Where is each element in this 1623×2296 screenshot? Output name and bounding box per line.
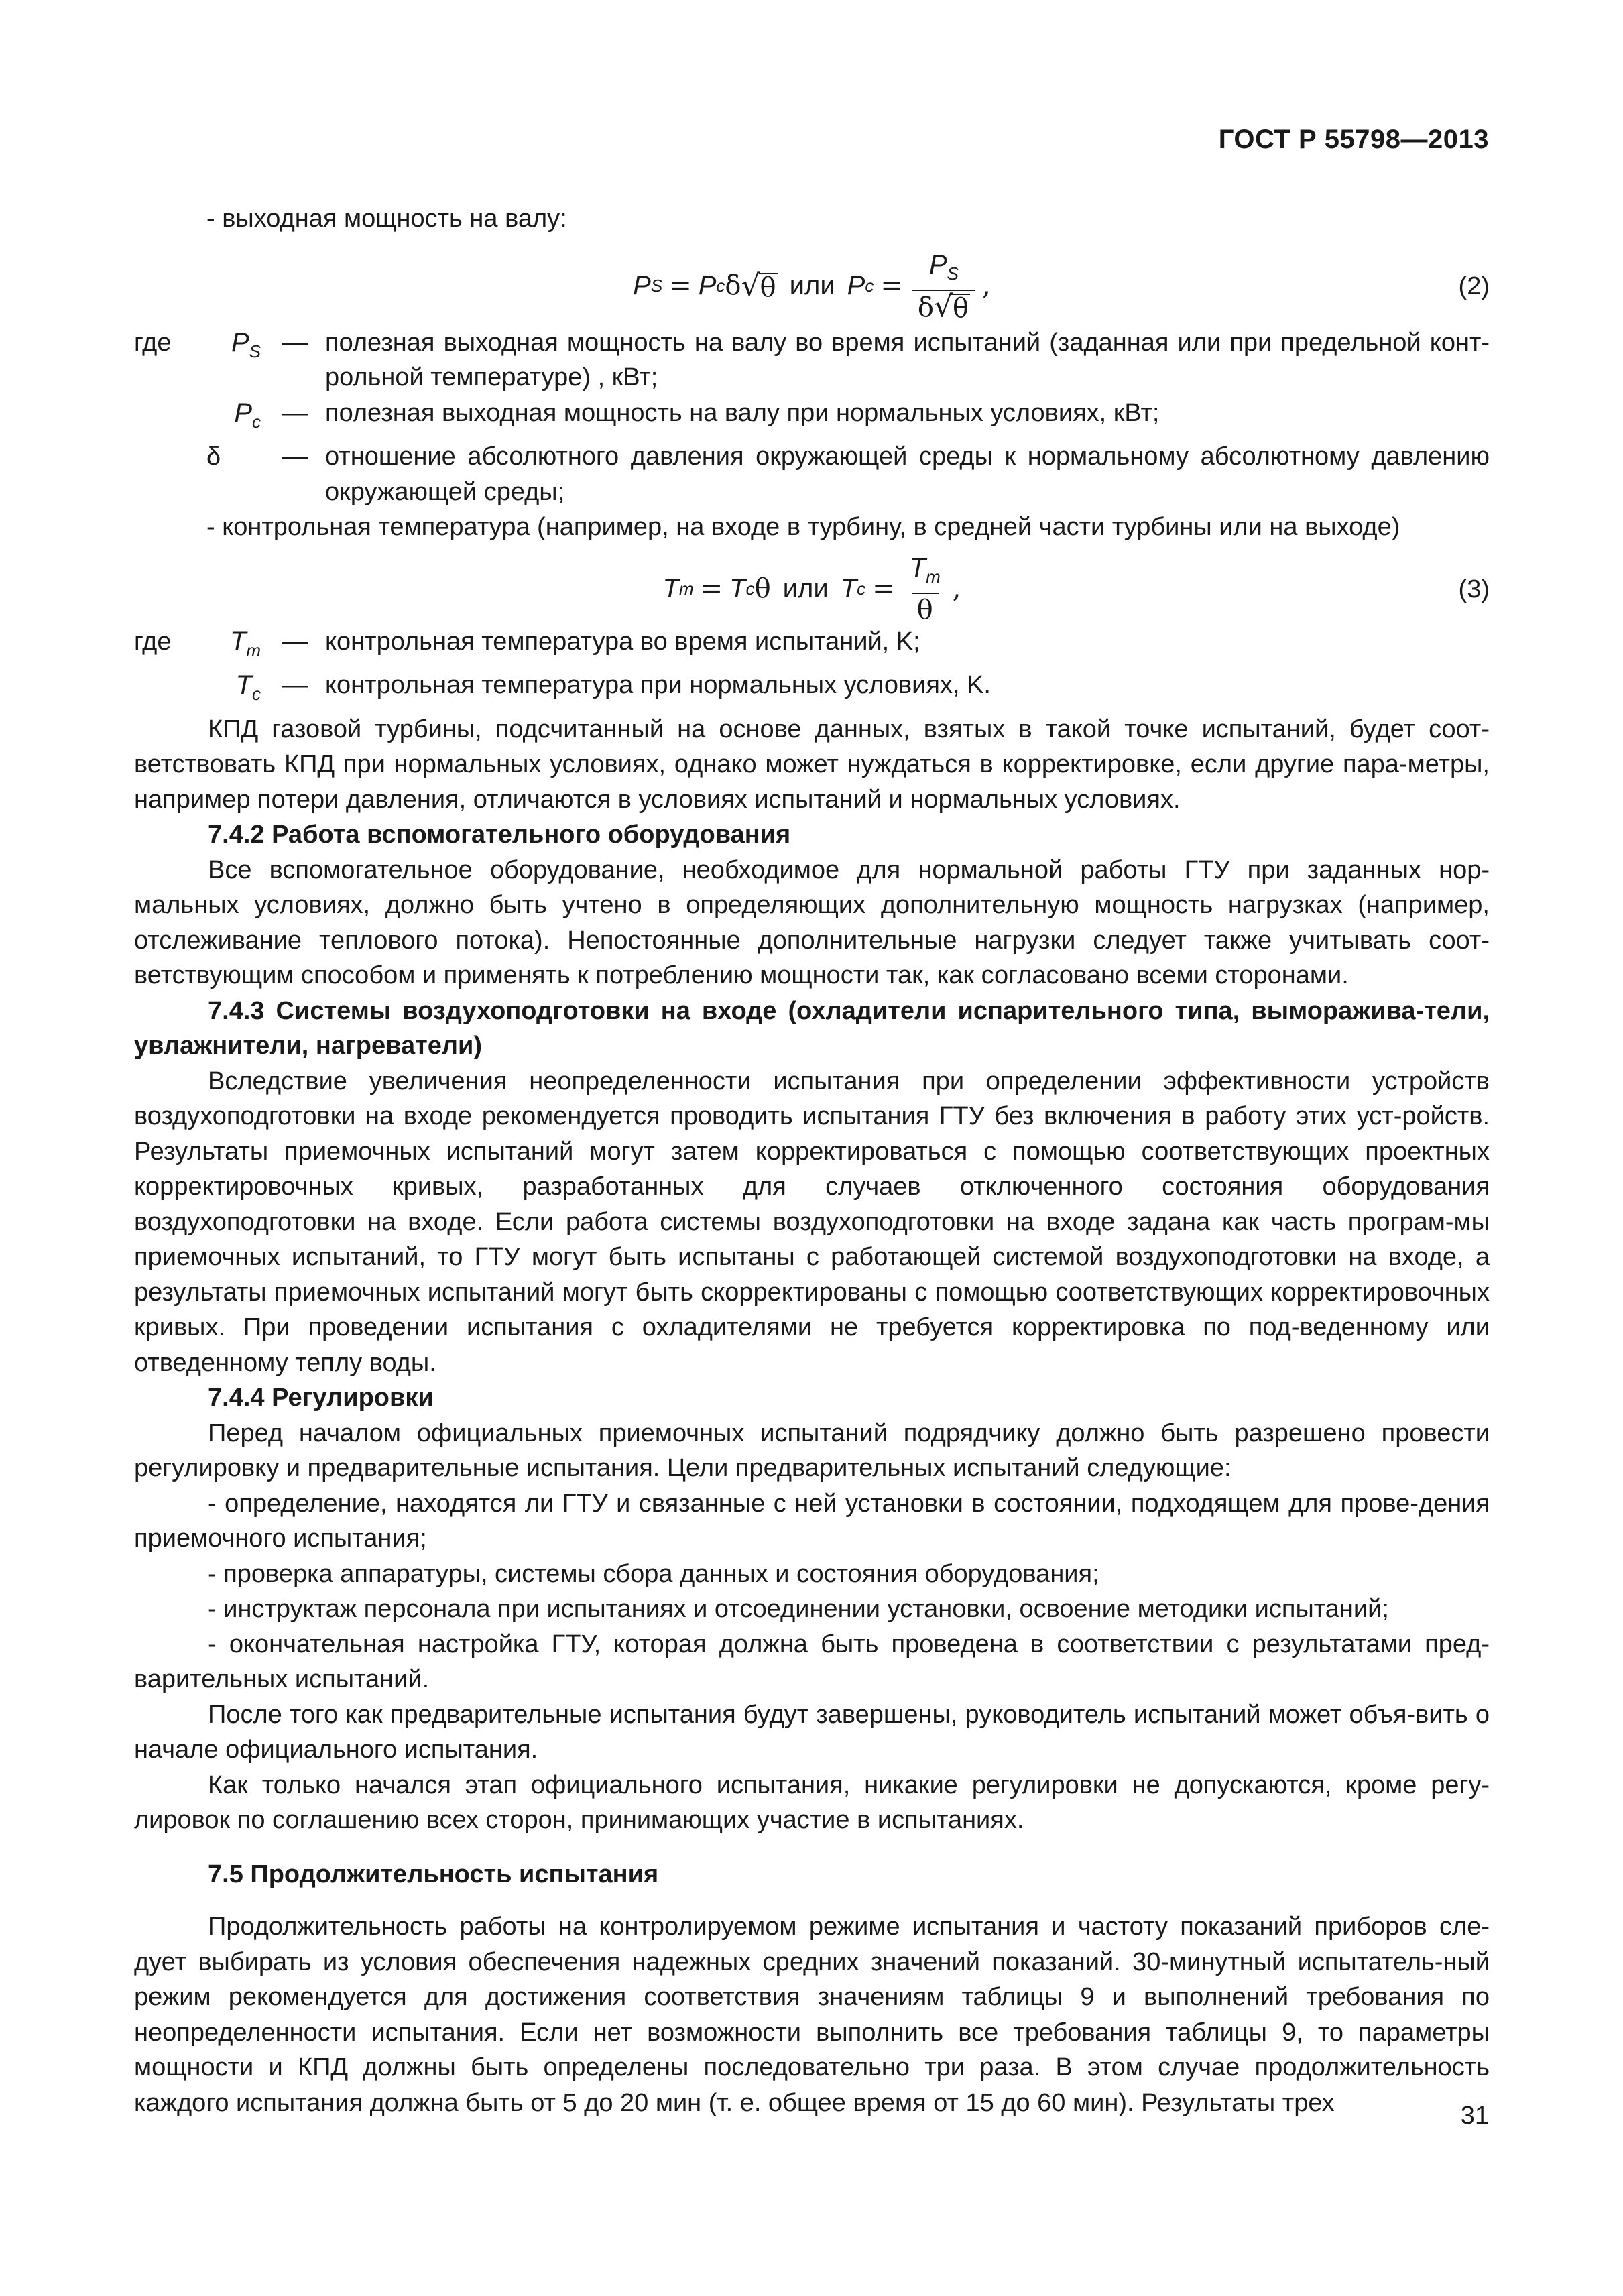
- eq3-alt-lhs-sub: c: [857, 579, 866, 599]
- eq3-lhs-var: T: [662, 574, 679, 604]
- eq3-fraction-denominator: θ: [912, 593, 939, 625]
- eq2-num-sub: S: [947, 263, 959, 284]
- definition-row: [134, 668, 1490, 712]
- eq2-alt-lhs-sub: c: [865, 276, 874, 296]
- eq2-fraction-numerator: [924, 250, 964, 290]
- list-item: - определение, находятся ли ГТУ и связанные с ней установки в состоянии, подходящем для прове-дения приемочного испытания;: [134, 1489, 1490, 1553]
- definition-dash: —: [282, 671, 308, 699]
- definition-lead-spacer: [134, 668, 192, 712]
- eq2-sqrt-theta: θ: [760, 271, 776, 303]
- equation-2-number: (2): [1458, 271, 1490, 300]
- eq3-equals-2: =: [872, 573, 895, 605]
- eq2-den-theta: θ: [953, 292, 969, 324]
- eq2-den-sqrt: [933, 289, 970, 324]
- paragraph-7-5: Продолжительность работы на контролируемом режиме испытания и частоту показаний приборов сле-дует выбирать из условия обеспечения надежных средних значений показаний. 30-минутный испытатель-ный режим рекомендуется для достижения соответствия значениям таблицы 9 и выполнений требования по неопределенности испытания. Если нет возможности выполнить все требования таблицы 9, то параметры мощности и КПД должны быть определены последовательно три раза. В этом случае продолжительность каждого испытания должна быть от 5 до 20 мин (т. е. общее время от 15 до 60 мин). Результаты трех: [134, 1913, 1490, 2117]
- eq2-alt-lhs-var: P: [847, 271, 865, 301]
- sqrt-sign-icon: √: [933, 289, 953, 324]
- eq3-rhs-var: T: [729, 574, 746, 604]
- equation-3: [134, 553, 1490, 625]
- eq3-definitions: [134, 624, 1490, 712]
- list-item: - окончательная настройка ГТУ, которая должна быть проведена в соответствии с результатами пред-варительных испытаний.: [134, 1630, 1490, 1693]
- def-var: δ: [206, 442, 221, 471]
- paragraph-7-4-4-intro: Перед началом официальных приемочных испытаний подрядчику должно быть разрешено провести регулировку и предварительные испытания. Цели предварительных испытаний следующие:: [134, 1418, 1490, 1482]
- eq2-fraction-denominator: [912, 290, 975, 322]
- eq3-fraction-numerator: [904, 553, 946, 593]
- eq3-fraction: [904, 553, 946, 625]
- definition-dash: —: [282, 328, 308, 357]
- eq2-equals-2: =: [880, 270, 903, 302]
- equation-3-body: [134, 553, 1490, 625]
- definition-dash: —: [282, 627, 308, 656]
- heading-7-5: 7.5 Продолжительность испытания: [208, 1860, 659, 1888]
- list-item: - инструктаж персонала при испытаниях и отсоединении установки, освоение методики испытаний;: [208, 1595, 1389, 1623]
- eq2-num-var: P: [928, 249, 947, 280]
- eq2-lhs-var: P: [633, 271, 651, 301]
- eq3-rhs-sub: c: [745, 579, 755, 599]
- definition-dash: —: [282, 398, 308, 427]
- where-word: где: [134, 627, 172, 656]
- equation-2: [134, 249, 1490, 324]
- equation-3-number: (3): [1458, 575, 1490, 603]
- where-word: где: [134, 328, 172, 357]
- document-code-header: ГОСТ Р 55798—2013: [1218, 125, 1489, 154]
- definition-dash: —: [282, 442, 308, 471]
- paragraph-7-4-4-last: Как только начался этап официального испытания, никакие регулировки не допускаются, кроме регу-лировок по соглашению всех сторон, принимающих участие в испытаниях.: [134, 1770, 1490, 1834]
- eq3-num-sub: m: [926, 566, 941, 587]
- def-sub: m: [246, 640, 261, 660]
- def-var: T: [229, 626, 247, 656]
- definition-symbol: [192, 396, 265, 440]
- eq2-or-word: или: [789, 271, 835, 301]
- paragraph-7-4-2: Все вспомогательное оборудование, необходимое для нормальной работы ГТУ при заданных нор-мальных условиях, должно быть учтено в определяющих дополнительную мощность нагрузках (например, отслеживание теплового потока). Непостоянные дополнительные нагрузки следует также учитывать соот-ветствующим способом и применять к потреблению мощности так, как согласовано всеми сторонами.: [134, 855, 1490, 989]
- eq2-comma: ,: [982, 270, 991, 302]
- definition-text: контрольная температура при нормальных условиях, K.: [325, 671, 991, 699]
- definition-text: полезная выходная мощность на валу во время испытаний (заданная или при предельной конт-рольной температуре) , кВт;: [325, 328, 1490, 391]
- def-var: T: [235, 670, 252, 700]
- eq3-alt-lhs-var: T: [840, 574, 857, 604]
- eq2-rhs-sub: c: [716, 276, 725, 296]
- def-sub: c: [252, 684, 261, 704]
- heading-7-4-3: 7.4.3 Системы воздухоподготовки на входе (охладители испарительного типа, выморажива-тели, увлажнители, нагреватели): [134, 996, 1490, 1060]
- eq2-fraction: [912, 250, 975, 322]
- definition-lead-spacer: [134, 439, 192, 509]
- def-sub: c: [252, 411, 261, 432]
- heading-7-4-4: 7.4.4 Регулировки: [208, 1384, 434, 1412]
- eq2-delta: δ: [725, 270, 741, 302]
- definition-text: контрольная температура во время испытаний, K;: [325, 627, 920, 656]
- definition-symbol: [192, 624, 265, 668]
- definition-symbol: [192, 668, 265, 712]
- definition-row: [134, 396, 1490, 440]
- eq3-equals: =: [700, 573, 723, 605]
- eq2-equals: =: [669, 270, 692, 302]
- def-var: P: [234, 398, 252, 428]
- definition-symbol: [192, 439, 265, 509]
- definition-row: [134, 624, 1490, 668]
- definition-symbol: [192, 325, 265, 396]
- heading-7-4-2: 7.4.2 Работа вспомогательного оборудования: [208, 821, 791, 849]
- eq2-definitions: [134, 325, 1490, 510]
- def-sub: S: [249, 341, 261, 361]
- definition-row: [134, 439, 1490, 509]
- page-content: [134, 201, 1490, 2120]
- eq3-lhs-sub: m: [678, 579, 694, 599]
- definition-text: отношение абсолютного давления окружающей среды к нормальному абсолютному давлению окружающей среды;: [325, 442, 1490, 506]
- eq3-theta: θ: [754, 573, 771, 605]
- page-number: 31: [1460, 2102, 1489, 2130]
- eq3-num-var: T: [909, 553, 926, 583]
- eq3-comma: ,: [952, 573, 961, 605]
- eq2-rhs-var: P: [698, 271, 717, 301]
- def-var: P: [231, 327, 249, 357]
- list-item: - проверка аппаратуры, системы сбора данных и состояния оборудования;: [208, 1559, 1099, 1588]
- definition-lead-spacer: [134, 396, 192, 440]
- paragraph-7-4-3: Вследствие увеличения неопределенности испытания при определении эффективности устройств воздухоподготовки на входе рекомендуется проводить испытания ГТУ без включения в работу этих уст-ройств. Результаты приемочных испытаний могут затем корректироваться с помощью соответствующих проектных корректировочных кривых, разработанных для случаев отключенного состояния оборудования воздухоподготовки на входе. Если работа системы воздухоподготовки на входе задана как часть програм-мы приемочных испытаний, то ГТУ могут быть испытаны с работающей системой воздухоподготовки на входе, а результаты приемочных испытаний могут быть скорректированы с помощью соответствующих корректировочных кривых. При проведении испытания с охладителями не требуется корректировка по под-веденному или отведенному теплу воды.: [134, 1067, 1490, 1377]
- eq2-lhs-sub: S: [650, 276, 663, 296]
- eq3-or-word: или: [782, 574, 829, 604]
- intro-shaft-power: - выходная мощность на валу:: [206, 204, 567, 233]
- sqrt-sign-icon: √: [741, 268, 760, 303]
- intro-control-temperature: - контрольная температура (например, на входе в турбину, в средней части турбины или на выходе): [206, 513, 1400, 541]
- paragraph-efficiency: КПД газовой турбины, подсчитанный на основе данных, взятых в такой точке испытаний, будет соот-ветствовать КПД при нормальных условиях, однако может нуждаться в корректировке, если другие пара-метры, например потери давления, отличаются в условиях испытаний и нормальных условиях.: [134, 715, 1490, 814]
- paragraph-7-4-4-after: После того как предварительные испытания будут завершены, руководитель испытаний может объя-вить о начале официального испытания.: [134, 1700, 1490, 1764]
- definition-row: [134, 325, 1490, 396]
- eq2-den-delta: δ: [917, 292, 934, 323]
- equation-2-body: [134, 249, 1490, 324]
- eq2-sqrt: [741, 268, 778, 303]
- definition-text: полезная выходная мощность на валу при нормальных условиях, кВт;: [325, 398, 1160, 427]
